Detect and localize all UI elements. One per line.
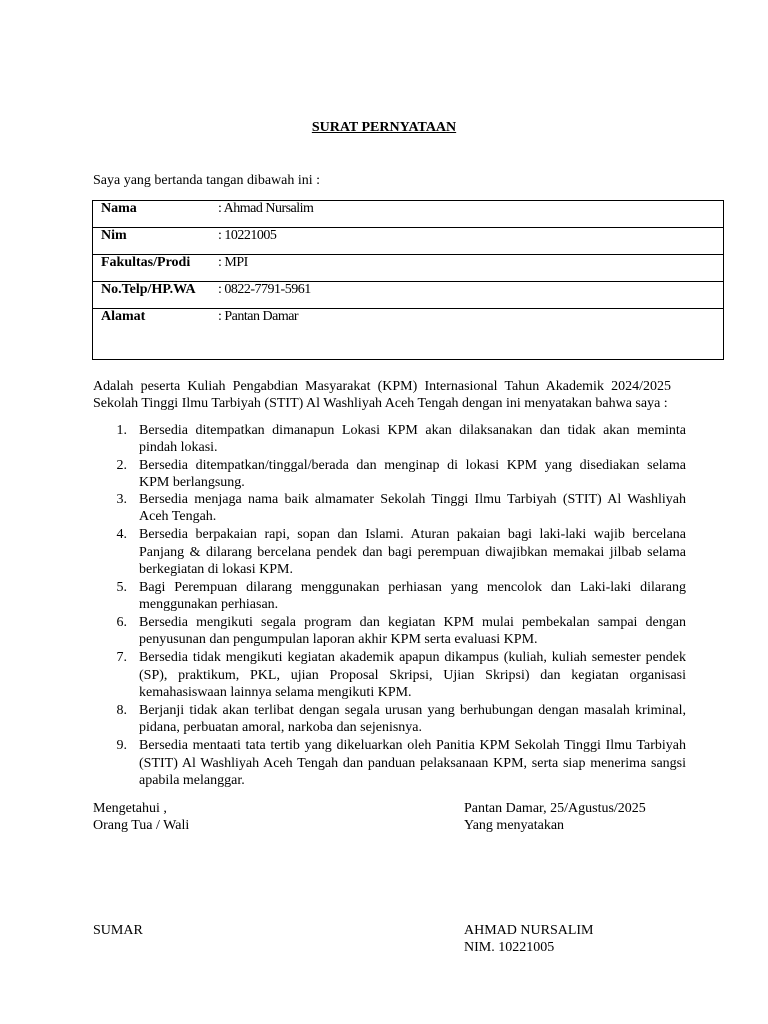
list-line: Bersedia berpakaian rapi, sopan dan Islami. Aturan pakaian bagi laki-laki wajib bercelana — [139, 527, 686, 542]
list-number: 8. — [116, 703, 127, 718]
list-line: (STIT) Al Washliyah Aceh Tengah dan panduan pelaksanaan KPM, serta siap menerima sangsi — [139, 756, 686, 771]
list-number: 5. — [116, 580, 127, 595]
identity-row-nim — [93, 228, 724, 255]
list-line: Berjanji tidak akan terlibat dengan segala urusan yang berhubungan dengan masalah kriminal, — [139, 703, 686, 718]
signature-right-name: AHMAD NURSALIM — [464, 923, 594, 938]
list-line: kemahasiswaan lainnya selama mengikuti KPM. — [139, 685, 412, 700]
identity-row-fakultas — [93, 255, 724, 282]
identity-row-alamat — [93, 309, 724, 360]
list-line: Bersedia ditempatkan dimanapun Lokasi KPM akan dilaksanakan dan tidak akan meminta — [139, 423, 686, 438]
list-line: berkegiatan di lokasi KPM. — [139, 562, 293, 577]
list-line: Aceh Tengah. — [139, 509, 217, 524]
list-line: pidana, perbuatan amoral, narkoba dan sejenisnya. — [139, 720, 423, 735]
identity-label: Nim — [93, 228, 219, 255]
identity-value: : Ahmad Nursalim — [218, 201, 724, 228]
intro-text: Saya yang bertanda tangan dibawah ini : — [93, 173, 321, 188]
statement-line: Sekolah Tinggi Ilmu Tarbiyah (STIT) Al Washliyah Aceh Tengah dengan ini menyatakan bahwa saya : — [93, 396, 668, 411]
identity-label: No.Telp/HP.WA — [93, 282, 219, 309]
identity-row-nama — [93, 201, 724, 228]
identity-label: Alamat — [93, 309, 219, 360]
list-number: 9. — [116, 738, 127, 753]
list-line: Bersedia ditempatkan/tinggal/berada dan menginap di lokasi KPM yang disediakan selama — [139, 458, 686, 473]
list-line: Panjang & dilarang bercelana pendek dan bagi perempuan diwajibkan memakai jilbab selama — [139, 545, 686, 560]
identity-value: : MPI — [218, 255, 724, 282]
list-line: menggunakan perhiasan. — [139, 597, 279, 612]
list-line: Bersedia menjaga nama baik almamater Sekolah Tinggi Ilmu Tarbiyah (STIT) Al Washliyah — [139, 492, 686, 507]
list-number: 2. — [116, 458, 127, 473]
signature-left-line2: Orang Tua / Wali — [93, 818, 190, 833]
list-number: 3. — [116, 492, 127, 507]
list-line: apabila melanggar. — [139, 773, 245, 788]
identity-value: : 10221005 — [218, 228, 724, 255]
list-line: penyusunan dan pengumpulan laporan akhir KPM serta evaluasi KPM. — [139, 632, 538, 647]
signature-right-line1: Pantan Damar, 25/Agustus/2025 — [464, 801, 646, 816]
list-line: Bersedia mentaati tata tertib yang dikeluarkan oleh Panitia KPM Sekolah Tinggi Ilmu Tarbiyah — [139, 738, 686, 753]
identity-table — [92, 200, 724, 360]
identity-row-telp — [93, 282, 724, 309]
identity-label: Nama — [93, 201, 219, 228]
list-line: KPM berlangsung. — [139, 475, 245, 490]
identity-value: : Pantan Damar — [218, 309, 724, 360]
list-line: (SP), praktikum, PKL, ujian Proposal Skripsi, Ujian Skripsi) dan kegiatan organisasi — [139, 668, 686, 683]
document-title: SURAT PERNYATAAN — [311, 120, 457, 135]
statement-line: Adalah peserta Kuliah Pengabdian Masyarakat (KPM) Internasional Tahun Akademik 2024/2025 — [93, 379, 671, 394]
signature-right-nim: NIM. 10221005 — [464, 940, 555, 955]
signature-right-line2: Yang menyatakan — [464, 818, 565, 833]
list-line: Bersedia mengikuti segala program dan kegiatan KPM mulai pembekalan sampai dengan — [139, 615, 686, 630]
list-line: pindah lokasi. — [139, 440, 218, 455]
signature-left-name: SUMAR — [93, 923, 143, 938]
list-number: 7. — [116, 650, 127, 665]
list-number: 6. — [116, 615, 127, 630]
list-line: Bagi Perempuan dilarang menggunakan perhiasan yang mencolok dan Laki-laki dilarang — [139, 580, 686, 595]
list-number: 1. — [116, 423, 127, 438]
list-number: 4. — [116, 527, 127, 542]
identity-value: : 0822-7791-5961 — [218, 282, 724, 309]
list-line: Bersedia tidak mengikuti kegiatan akademik apapun dikampus (kuliah, kuliah semester pendek — [139, 650, 686, 665]
identity-label: Fakultas/Prodi — [93, 255, 219, 282]
signature-left-line1: Mengetahui , — [93, 801, 167, 816]
